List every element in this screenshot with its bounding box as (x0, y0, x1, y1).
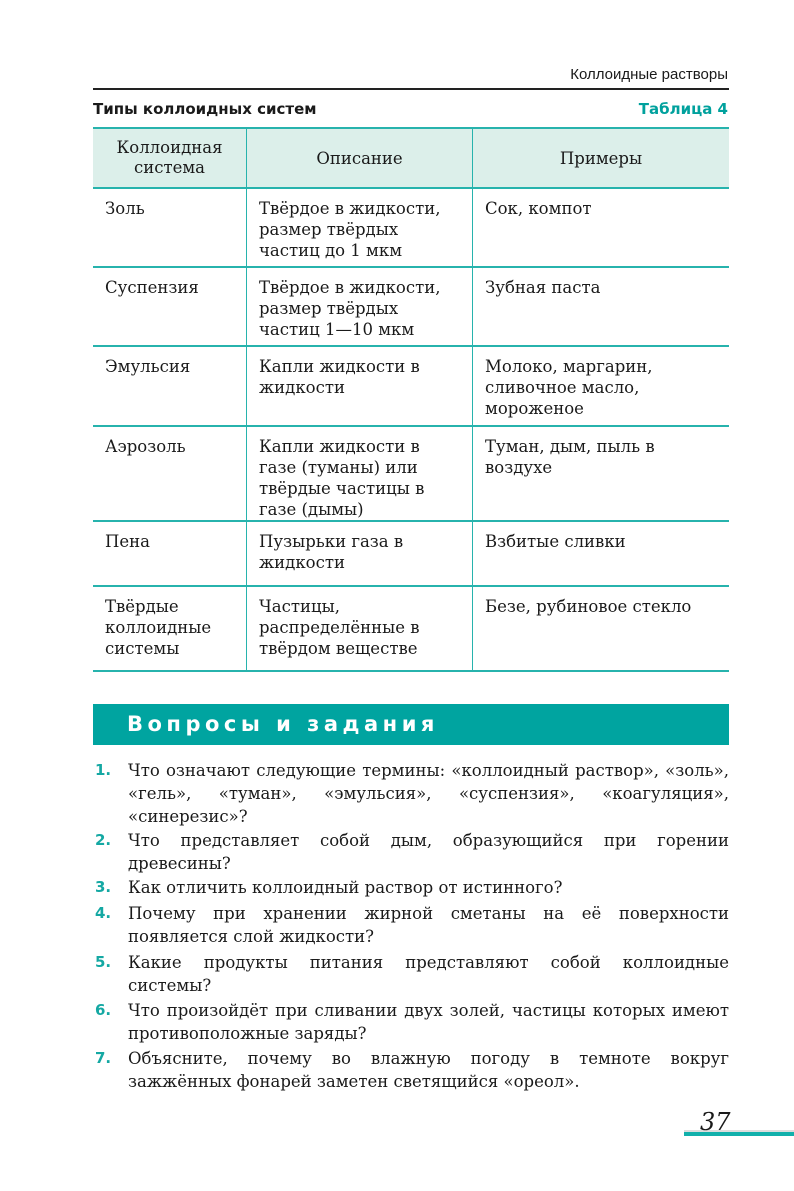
page-number: 37 (700, 1108, 731, 1136)
cell-examples: Безе, рубиновое стекло (473, 586, 730, 671)
cell-description: Капли жидкости в жидкости (247, 346, 473, 426)
question-number: 2. (95, 831, 112, 849)
question-number: 5. (95, 953, 112, 971)
header-rule (93, 88, 729, 90)
question-text: Какие продукты питания представляют собой коллоидные системы? (128, 953, 729, 995)
cell-system: Аэрозоль (93, 426, 247, 521)
cell-examples: Зубная паста (473, 267, 730, 346)
cell-examples: Сок, компот (473, 188, 730, 267)
question-text: Объясните, почему во влажную погоду в темноте вокруг зажжённых фонарей заметен светящийся «ореол». (128, 1049, 729, 1091)
colloid-types-table (93, 127, 729, 672)
question-item (93, 759, 729, 828)
table-row (93, 267, 729, 346)
column-header: Описание (247, 128, 473, 188)
table-number: Таблица 4 (638, 100, 728, 118)
question-item (93, 1047, 729, 1093)
page-number-block (684, 1108, 794, 1136)
cell-description: Твёрдое в жидкости, размер твёрдых частиц до 1 мкм (247, 188, 473, 267)
question-number: 6. (95, 1001, 112, 1019)
cell-description: Твёрдое в жидкости, размер твёрдых частиц 1—10 мкм (247, 267, 473, 346)
cell-system: Суспензия (93, 267, 247, 346)
cell-examples: Туман, дым, пыль в воздухе (473, 426, 730, 521)
cell-examples: Молоко, маргарин, сливочное масло, мороженое (473, 346, 730, 426)
question-number: 3. (95, 878, 112, 896)
question-number: 1. (95, 761, 112, 779)
cell-examples: Взбитые сливки (473, 521, 730, 586)
question-text: Что означают следующие термины: «коллоидный раствор», «золь», «гель», «туман», «эмульсия», «суспензия», «коагуляция», «синерезис»? (128, 761, 729, 826)
cell-system: Пена (93, 521, 247, 586)
question-text: Что представляет собой дым, образующийся при горении древесины? (128, 831, 729, 873)
question-text: Почему при хранении жирной сметаны на её поверхности появляется слой жидкости? (128, 904, 729, 946)
cell-description: Пузырьки газа в жидкости (247, 521, 473, 586)
question-text: Как отличить коллоидный раствор от истинного? (128, 878, 563, 897)
question-item (93, 876, 729, 899)
table-row (93, 586, 729, 671)
question-item (93, 829, 729, 875)
cell-description: Капли жидкости в газе (туманы) или твёрдые частицы в газе (дымы) (247, 426, 473, 521)
questions-heading-band (93, 704, 729, 745)
question-number: 4. (95, 904, 112, 922)
question-item (93, 999, 729, 1045)
table-row (93, 426, 729, 521)
cell-system: Эмульсия (93, 346, 247, 426)
table-title: Типы коллоидных систем (93, 100, 317, 118)
table-row (93, 521, 729, 586)
question-number: 7. (95, 1049, 112, 1067)
table-row (93, 346, 729, 426)
question-item (93, 902, 729, 948)
questions-heading: Вопросы и задания (127, 712, 439, 736)
table-row (93, 188, 729, 267)
question-item (93, 951, 729, 997)
cell-system: Твёрдые коллоидные системы (93, 586, 247, 671)
column-header: Коллоидная система (93, 128, 247, 188)
column-header: Примеры (473, 128, 730, 188)
cell-system: Золь (93, 188, 247, 267)
question-text: Что произойдёт при сливании двух золей, частицы которых имеют противоположные заряды? (128, 1001, 729, 1043)
cell-description: Частицы, распределённые в твёрдом веществе (247, 586, 473, 671)
running-header: Коллоидные растворы (570, 66, 728, 83)
